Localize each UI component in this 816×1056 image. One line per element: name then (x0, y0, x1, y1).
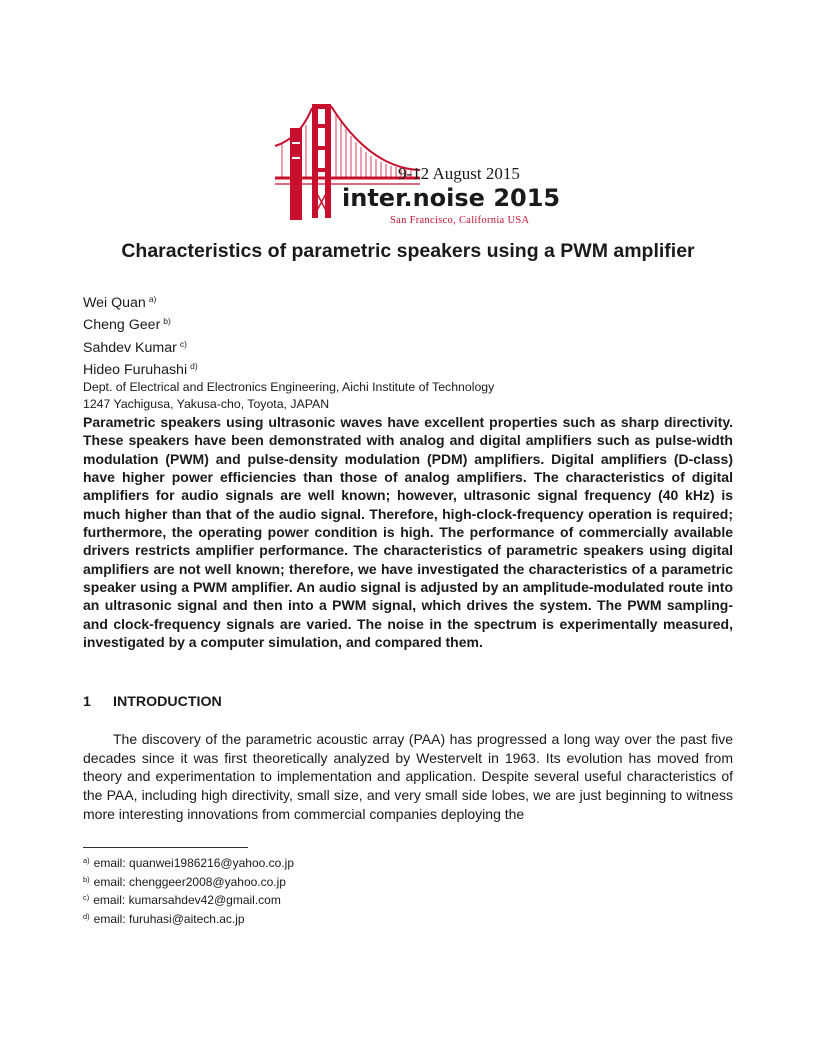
author-block (83, 290, 494, 412)
affiliation-address: 1247 Yachigusa, Yakusa-cho, Toyota, JAPAN (83, 396, 330, 411)
footnote-divider (83, 847, 248, 848)
author: Hideo Furuhashi $^{d)}$ (83, 360, 198, 378)
section-title: INTRODUCTION (113, 694, 222, 710)
logo-name: inter.noise 2015 (342, 184, 560, 212)
footnote: $^{c)}$ email: kumarsahdev42@gmail.com (83, 893, 281, 907)
logo-location: San Francisco, California USA (390, 215, 530, 226)
footnote: $^{a)}$ email: quanwei1986216@yahoo.co.jp (83, 856, 294, 870)
abstract: Parametric speakers using ultrasonic waves have excellent properties such as sharp directivity. These speakers have been demonstrated with analog and digital amplifiers such as pulse-width modulation (PWM) and pulse-density modulation (PDM) amplifiers. Digital amplifiers (D-class) have higher power efficiencies than those of analog amplifiers. The characteristics of digital amplifiers for audio signals are well known; however, ultrasonic signal frequency (40 kHz) is much higher than that of the audio signal. Therefore, high-clock-frequency operation is required; furthermore, the operating power condition is high. The performance of commercially available drivers restricts amplifier performance. The characteristics of parametric speakers using digital amplifiers are not well known; therefore, we have investigated the characteristics of a parametric speaker using a PWM amplifier. An audio signal is adjusted by an amplitude-modulated route into an ultrasonic signal and then into a PWM signal, which drives the system. The PWM sampling- and clock-frequency signals are varied. The noise in the spectrum is experimentally measured, investigated by a computer simulation, and compared them. (83, 414, 733, 650)
conference-logo (270, 98, 560, 226)
section-heading (83, 694, 222, 710)
paper-title: Characteristics of parametric speakers using a PWM amplifier (121, 240, 695, 262)
affiliation-dept: Dept. of Electrical and Electronics Engineering, Aichi Institute of Technology (83, 380, 495, 395)
section-body: The discovery of the parametric acoustic array (PAA) has progressed a long way over the past five decades since it was first theoretically analyzed by Westervelt in 1963. Its evolution has moved from theory and experimentation to implementation and application. Despite several useful characteristics of the PAA, including high directivity, small size, and very small side lobes, we are just beginning to witness more interesting innovations from commercial companies deploying the (83, 731, 733, 822)
footnote: $^{b)}$ email: chenggeer2008@yahoo.co.jp (83, 874, 286, 889)
author: Cheng Geer $^{b)}$ (83, 316, 171, 334)
footnote: $^{d)}$ email: furuhasi@aitech.ac.jp (83, 911, 245, 926)
logo-date: 9-12 August 2015 (398, 164, 520, 183)
author: Wei Quan $^{a)}$ (83, 294, 157, 311)
author: Sahdev Kumar $^{c)}$ (83, 338, 187, 356)
footnotes (83, 853, 294, 927)
section-number: 1 (83, 694, 91, 710)
